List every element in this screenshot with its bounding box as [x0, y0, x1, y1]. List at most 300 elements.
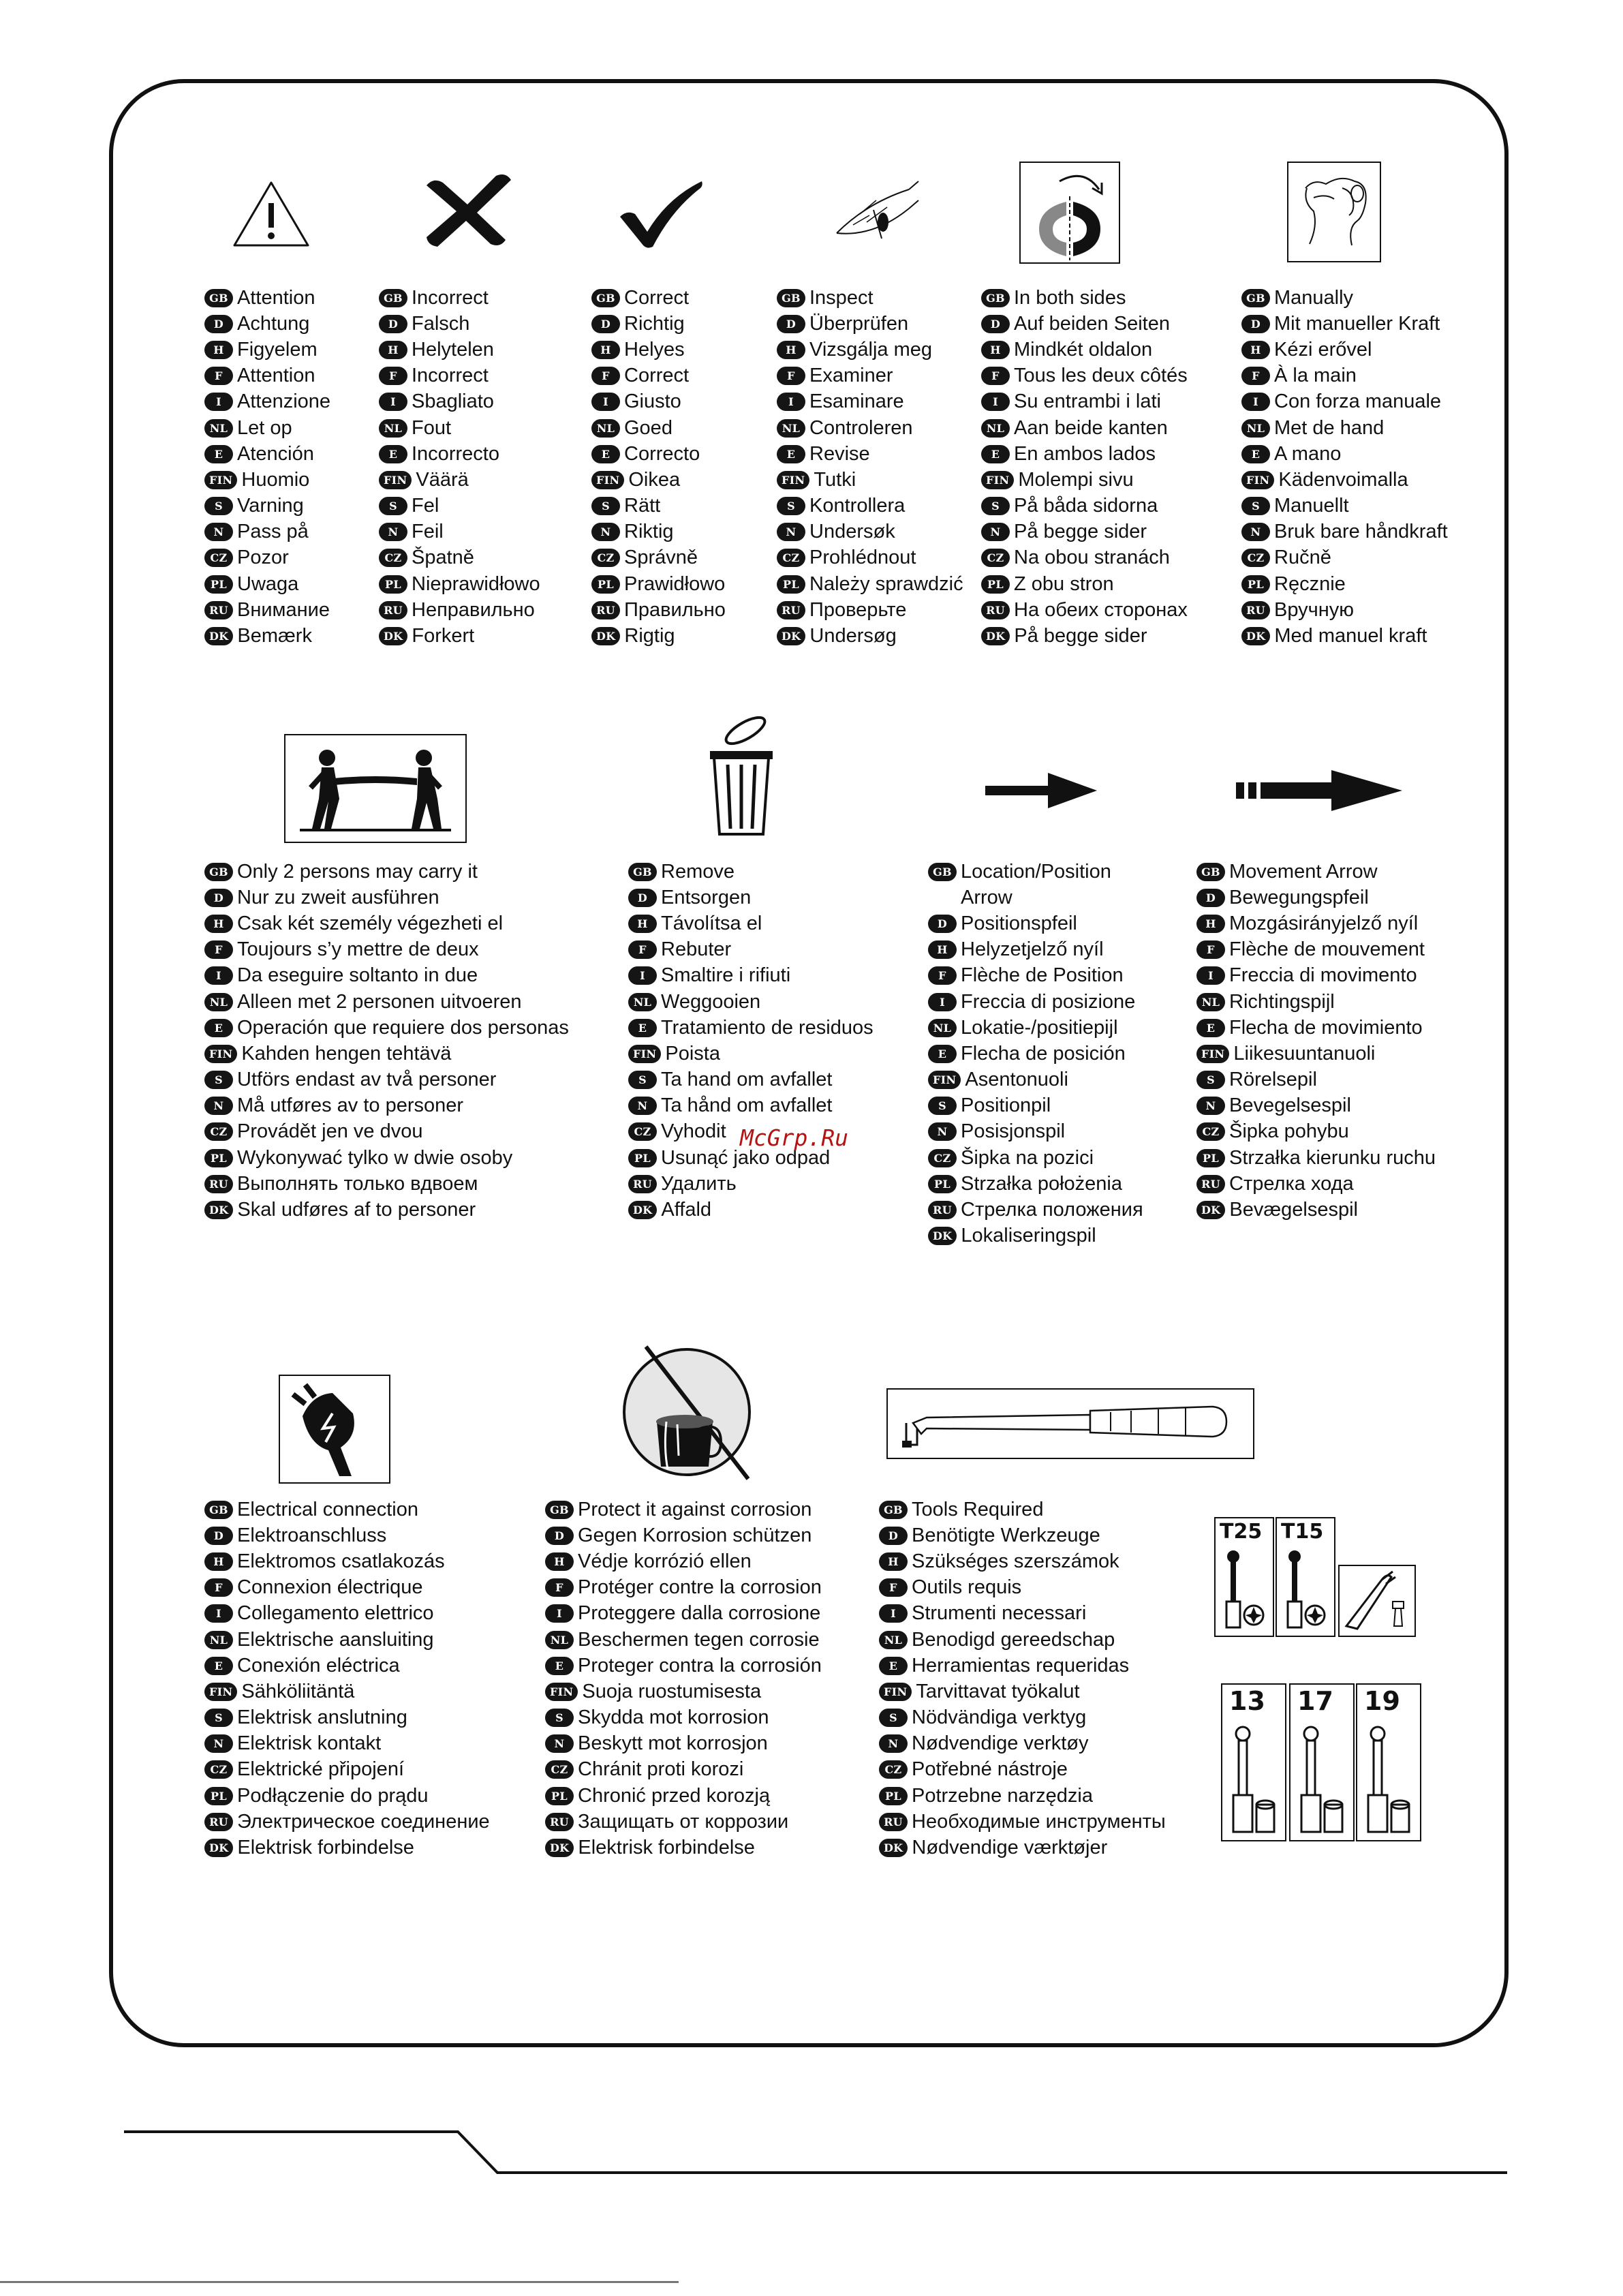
translation-text: Védje korrózió ellen: [578, 1550, 752, 1572]
translation-text: Conexión eléctrica: [237, 1654, 400, 1677]
language-code-badge: DK: [928, 1227, 957, 1245]
translation-row: [777, 441, 963, 467]
translation-text: Undersøk: [809, 521, 895, 543]
translation-row: [204, 1575, 490, 1601]
translation-row: [879, 1679, 1166, 1704]
translation-row: [928, 1041, 1143, 1067]
language-code-badge: I: [204, 393, 233, 411]
translation-row: [981, 571, 1188, 597]
translation-row: [204, 519, 330, 545]
translation-text: Kontrollera: [809, 495, 906, 517]
translation-text: Med manuel kraft: [1274, 625, 1427, 647]
language-code-badge: NL: [628, 993, 657, 1011]
language-code-badge: CZ: [545, 1760, 574, 1779]
translation-text: Undersøg: [809, 625, 897, 647]
eye-inspect-icon: [833, 180, 921, 248]
translation-text: Manuellt: [1274, 495, 1349, 517]
translation-text: Kahden hengen tehtävä: [241, 1042, 452, 1065]
language-code-badge: S: [204, 497, 233, 515]
language-code-badge: I: [379, 393, 407, 411]
translation-text: Bevægelsespil: [1229, 1199, 1358, 1221]
translation-row: [777, 493, 963, 519]
language-code-badge: S: [1196, 1071, 1225, 1089]
translation-row: [204, 415, 330, 441]
translation-row: [981, 519, 1188, 545]
translation-text: Forkert: [412, 625, 475, 647]
translation-row: [777, 415, 963, 441]
language-code-badge: H: [928, 940, 957, 959]
language-code-badge: D: [1196, 889, 1225, 907]
translation-row: [777, 467, 963, 493]
language-code-badge: F: [204, 1578, 233, 1597]
translation-row: [981, 441, 1188, 467]
language-code-badge: E: [928, 1045, 957, 1063]
language-code-badge: GB: [879, 1501, 908, 1519]
language-code-badge: FIN: [1241, 471, 1274, 489]
translation-text: Bewegungspfeil: [1229, 886, 1369, 908]
language-code-badge: I: [981, 393, 1010, 411]
language-code-badge: FIN: [204, 1045, 237, 1063]
language-code-badge: S: [928, 1097, 957, 1115]
language-code-badge: DK: [204, 1201, 233, 1219]
translation-row: [628, 1015, 874, 1041]
translation-text: Távolítsa el: [661, 912, 762, 934]
translation-text: Z obu stron: [1014, 572, 1114, 595]
torx-size-label: T15: [1281, 1520, 1324, 1544]
translation-text: Ta hand om avfallet: [661, 1069, 833, 1091]
translation-text: Kädenvoimalla: [1278, 468, 1408, 491]
translation-text: Необходимые инструменты: [912, 1810, 1166, 1833]
translation-row: [879, 1757, 1166, 1783]
translation-text: Attenzione: [237, 391, 331, 413]
translation-row: [1196, 1197, 1436, 1223]
translation-row: [379, 519, 540, 545]
translation-text: Beschermen tegen corrosie: [578, 1628, 820, 1651]
translation-text: På båda sidorna: [1014, 495, 1158, 517]
paint-corrosion-icon: [619, 1340, 763, 1484]
translation-text: Szükséges szerszámok: [912, 1550, 1119, 1572]
translation-text: Vyhodit: [661, 1120, 726, 1143]
translation-text: Sbagliato: [412, 391, 494, 413]
translation-row: [204, 389, 330, 415]
language-code-badge: DK: [379, 627, 407, 645]
language-code-badge: RU: [928, 1201, 957, 1219]
translation-row: [981, 389, 1188, 415]
language-code-badge: I: [628, 966, 657, 985]
translation-text: Mozgásirányjelző nyíl: [1229, 912, 1419, 934]
language-code-badge: I: [1196, 966, 1225, 985]
language-code-badge: FIN: [879, 1683, 912, 1701]
translation-text: Riktig: [624, 521, 674, 543]
translation-row: [204, 1041, 569, 1067]
translation-text: Flèche de mouvement: [1229, 938, 1425, 961]
translation-row: [379, 467, 540, 493]
language-code-badge: E: [204, 1657, 233, 1675]
language-code-badge: N: [981, 523, 1010, 541]
translation-row: [545, 1601, 822, 1627]
translation-row: [1196, 885, 1436, 910]
translation-row: [628, 885, 874, 910]
translation-text: Posisjonspil: [961, 1120, 1066, 1143]
language-code-badge: NL: [545, 1631, 574, 1649]
translation-row: [591, 623, 726, 649]
translation-row: [379, 389, 540, 415]
language-code-badge: D: [879, 1527, 908, 1545]
translation-row: [628, 1197, 874, 1223]
translation-text: Richtingspijl: [1229, 990, 1335, 1013]
scan-edge-line: [0, 2281, 679, 2283]
translation-text: Incorrect: [412, 286, 489, 309]
language-code-badge: F: [777, 367, 805, 385]
translation-row: [981, 415, 1188, 441]
checkmark-icon: [617, 179, 706, 249]
translation-text: Correcto: [624, 442, 700, 465]
translation-text: Wykonywać tylko w dwie osoby: [237, 1146, 513, 1169]
language-code-badge: S: [879, 1709, 908, 1727]
translation-list: [1196, 859, 1436, 1223]
language-code-badge: S: [545, 1709, 574, 1727]
translation-text: Protéger contre la corrosion: [578, 1576, 822, 1599]
language-code-badge: N: [777, 523, 805, 541]
translation-row: [628, 963, 874, 989]
translation-text: Nødvendige verktøy: [912, 1732, 1089, 1755]
translation-text: Molempi sivu: [1018, 468, 1134, 491]
language-code-badge: I: [928, 993, 957, 1011]
translation-text: Incorrect: [412, 365, 489, 387]
language-code-badge: F: [628, 940, 657, 959]
translation-row: [628, 859, 874, 885]
translation-row: [204, 910, 569, 936]
translation-text: Feil: [412, 521, 444, 543]
translation-list: [628, 859, 874, 1223]
translation-row: [981, 285, 1188, 311]
language-code-badge: I: [879, 1604, 908, 1623]
translation-row: [545, 1575, 822, 1601]
translation-text: Benötigte Werkzeuge: [912, 1524, 1100, 1546]
language-code-badge: F: [1241, 367, 1270, 385]
language-code-badge: GB: [981, 289, 1010, 307]
language-code-badge: H: [204, 915, 233, 933]
translation-row: [379, 571, 540, 597]
language-code-badge: NL: [204, 993, 233, 1011]
translation-row: [204, 1835, 490, 1861]
translation-text: Proteger contra la corrosión: [578, 1654, 822, 1677]
language-code-badge: NL: [379, 419, 407, 438]
translation-row: [981, 623, 1188, 649]
electrical-plug-icon: [278, 1374, 391, 1484]
translation-text: Helyes: [624, 338, 685, 361]
language-code-badge: FIN: [628, 1045, 661, 1063]
translation-row: [879, 1497, 1166, 1522]
translation-row: [591, 519, 726, 545]
language-code-badge: DK: [777, 627, 805, 645]
language-code-badge: CZ: [981, 549, 1010, 567]
language-code-badge: N: [628, 1097, 657, 1115]
language-code-badge: E: [1196, 1019, 1225, 1037]
translation-text: Chránit proti korozi: [578, 1758, 744, 1781]
translation-row: [1241, 519, 1448, 545]
translation-text: Attention: [237, 286, 315, 309]
translation-text: À la main: [1274, 365, 1357, 387]
translation-row: [204, 1783, 490, 1809]
translation-text: Rörelsepil: [1229, 1069, 1317, 1091]
translation-text: Alleen met 2 personen uitvoeren: [237, 990, 522, 1013]
translation-text: Smaltire i rifiuti: [661, 964, 791, 987]
language-code-badge: CZ: [204, 1760, 233, 1779]
language-code-badge: N: [204, 1097, 233, 1115]
translation-text: Uwaga: [237, 572, 299, 595]
translation-text: Стрелка положения: [961, 1199, 1143, 1221]
translation-text: Oikea: [628, 468, 681, 491]
language-code-badge: S: [204, 1709, 233, 1727]
translation-text: Provádět jen ve dvou: [237, 1120, 423, 1143]
language-code-badge: D: [591, 315, 620, 333]
translation-text: På begge sider: [1014, 521, 1147, 543]
language-code-badge: GB: [545, 1501, 574, 1519]
language-code-badge: I: [204, 1604, 233, 1623]
translation-row: [204, 1627, 490, 1653]
translation-row: [204, 937, 569, 963]
translation-row: [628, 1093, 874, 1119]
torx-bit-icon: [1220, 1547, 1266, 1632]
translation-row: [628, 1171, 874, 1197]
translation-row: [628, 937, 874, 963]
language-code-badge: FIN: [545, 1683, 578, 1701]
translation-text: Fout: [412, 416, 452, 439]
translation-text: Csak két személy végezheti el: [237, 912, 504, 934]
translation-row: [204, 571, 330, 597]
language-code-badge: DK: [1241, 627, 1270, 645]
language-code-badge: DK: [1196, 1201, 1225, 1219]
translation-text: Electrical connection: [237, 1498, 418, 1520]
translation-text: In both sides: [1014, 286, 1126, 309]
translation-row: [204, 963, 569, 989]
translation-text: Rebuter: [661, 938, 732, 961]
translation-text: Ta hånd om avfallet: [661, 1095, 833, 1117]
translation-text: Correct: [624, 365, 690, 387]
language-code-badge: GB: [1196, 863, 1225, 881]
translation-row: [879, 1809, 1166, 1835]
translation-row: [591, 337, 726, 363]
translation-row: [379, 311, 540, 337]
translation-row: [591, 597, 726, 623]
translation-row: [628, 1041, 874, 1067]
translation-row: [1196, 1119, 1436, 1145]
language-code-badge: N: [204, 1734, 233, 1753]
translation-text: Achtung: [237, 312, 310, 335]
translation-row: [1241, 493, 1448, 519]
translation-row: [928, 910, 1143, 936]
socket-wrench-icon: [1361, 1720, 1413, 1836]
language-code-badge: CZ: [777, 549, 805, 567]
translation-row: [928, 989, 1143, 1015]
translation-row: [879, 1835, 1166, 1861]
translation-row: [879, 1522, 1166, 1548]
language-code-badge: I: [591, 393, 620, 411]
language-code-badge: RU: [879, 1813, 908, 1831]
language-code-badge: E: [1241, 445, 1270, 463]
translation-text: Strumenti necessari: [912, 1602, 1087, 1625]
language-code-badge: H: [204, 341, 233, 359]
translation-row: [928, 859, 1143, 885]
translation-row: [1241, 389, 1448, 415]
translation-row: [204, 1601, 490, 1627]
translation-row: [204, 1197, 569, 1223]
translation-text: Podłączenie do prądu: [237, 1784, 429, 1807]
translation-row: [591, 363, 726, 389]
language-code-badge: RU: [379, 601, 407, 619]
translation-row: [204, 1015, 569, 1041]
translation-row: [1196, 910, 1436, 936]
translation-text: Na obou stranách: [1014, 547, 1170, 569]
language-code-badge: NL: [1196, 993, 1225, 1011]
translation-text: Nieprawidłowo: [412, 572, 540, 595]
language-code-badge: D: [204, 315, 233, 333]
translation-text: Let op: [237, 416, 292, 439]
translation-text: Электрическое соединение: [237, 1810, 490, 1833]
translation-text: Неправильно: [412, 598, 535, 621]
wrench-tool-icon: [886, 1388, 1255, 1460]
translation-row: [777, 571, 963, 597]
translation-row: [204, 623, 330, 649]
translation-row: [981, 597, 1188, 623]
translation-text: Elektrisk kontakt: [237, 1732, 382, 1755]
translation-text: Überprüfen: [809, 312, 909, 335]
language-code-badge: FIN: [204, 471, 237, 489]
translation-row: [204, 1145, 569, 1171]
translation-text: Su entrambi i lati: [1014, 391, 1161, 413]
language-code-badge: N: [591, 523, 620, 541]
translation-row: [879, 1575, 1166, 1601]
translation-text: Ręcznie: [1274, 572, 1346, 595]
translation-text: Movement Arrow: [1229, 860, 1378, 883]
language-code-badge: I: [777, 393, 805, 411]
translation-row: [379, 285, 540, 311]
translation-text: Lokaliseringspil: [961, 1225, 1096, 1247]
translation-list: [204, 1497, 490, 1861]
translation-row: [379, 545, 540, 571]
translation-row: [628, 989, 874, 1015]
translation-text: Herramientas requeridas: [912, 1654, 1130, 1677]
translation-row: [204, 285, 330, 311]
translation-text: Flecha de posición: [961, 1042, 1126, 1065]
language-code-badge: H: [545, 1552, 574, 1571]
translation-text: Poista: [665, 1042, 720, 1065]
language-code-badge: PL: [204, 1149, 233, 1167]
translation-row: [1241, 467, 1448, 493]
translation-row: [1241, 285, 1448, 311]
language-code-badge: CZ: [204, 1122, 233, 1141]
language-code-badge: F: [204, 367, 233, 385]
language-code-badge: PL: [1241, 575, 1270, 594]
language-code-badge: NL: [1241, 419, 1270, 438]
translation-text: Strzałka położenia: [961, 1172, 1122, 1195]
language-code-badge: CZ: [204, 549, 233, 567]
translation-text: Tutki: [814, 468, 856, 491]
language-code-badge: H: [591, 341, 620, 359]
translation-text: Revise: [809, 442, 870, 465]
translation-text: Da eseguire soltanto in due: [237, 964, 478, 987]
translation-text: På begge sider: [1014, 625, 1147, 647]
language-code-badge: DK: [628, 1201, 657, 1219]
language-code-badge: D: [204, 889, 233, 907]
language-code-badge: FIN: [379, 471, 412, 489]
language-code-badge: NL: [204, 1631, 233, 1649]
language-code-badge: RU: [777, 601, 805, 619]
translation-row: [204, 441, 330, 467]
translation-row: [591, 571, 726, 597]
translation-list: [928, 859, 1143, 1249]
translation-text: Ručně: [1274, 547, 1331, 569]
language-code-badge: S: [379, 497, 407, 515]
language-code-badge: N: [545, 1734, 574, 1753]
translation-row: [379, 415, 540, 441]
translation-row: [777, 597, 963, 623]
language-code-badge: FIN: [777, 471, 809, 489]
translation-list: [591, 285, 726, 649]
translation-row: [545, 1522, 822, 1548]
translation-text: En ambos lados: [1014, 442, 1156, 465]
language-code-badge: F: [1196, 940, 1225, 959]
language-code-badge: GB: [204, 289, 233, 307]
language-code-badge: F: [981, 367, 1010, 385]
language-code-badge: H: [1196, 915, 1225, 933]
translation-row: [204, 859, 569, 885]
translation-text: Elektromos csatlakozás: [237, 1550, 445, 1572]
language-code-badge: D: [204, 1527, 233, 1545]
translation-text: Skal udføres af to personer: [237, 1199, 476, 1221]
translation-row: [1196, 963, 1436, 989]
translation-text: Mindkét oldalon: [1014, 338, 1153, 361]
translation-text: Toujours s’y mettre de deux: [237, 938, 479, 961]
warning-triangle-icon: [230, 179, 312, 249]
language-code-badge: RU: [204, 1175, 233, 1193]
language-code-badge: S: [1241, 497, 1270, 515]
language-code-badge: I: [1241, 393, 1270, 411]
translation-text: Внимание: [237, 598, 330, 621]
translation-text: Helytelen: [412, 338, 494, 361]
translation-row: [879, 1731, 1166, 1757]
language-code-badge: FIN: [981, 471, 1014, 489]
translation-row: [1241, 545, 1448, 571]
translation-text: Prohlédnout: [809, 547, 916, 569]
translation-row: [379, 623, 540, 649]
language-code-badge: E: [628, 1019, 657, 1037]
translation-row: [1196, 1171, 1436, 1197]
translation-text: Tous les deux côtés: [1014, 365, 1188, 387]
translation-list: [204, 285, 330, 649]
translation-row: [928, 1093, 1143, 1119]
language-code-badge: NL: [204, 419, 233, 438]
language-code-badge: RU: [204, 1813, 233, 1831]
location-arrow-icon: [985, 770, 1097, 811]
translation-row: [545, 1757, 822, 1783]
language-code-badge: RU: [1241, 601, 1270, 619]
movement-arrow-icon: [1236, 769, 1402, 812]
translation-row: [204, 1653, 490, 1679]
translation-row: [204, 1731, 490, 1757]
translation-row: [379, 337, 540, 363]
translation-text: Vizsgálja meg: [809, 338, 933, 361]
language-code-badge: DK: [981, 627, 1010, 645]
translation-row: [204, 337, 330, 363]
language-code-badge: GB: [628, 863, 657, 881]
translation-row: [928, 885, 1143, 910]
translation-text: Utförs endast av två personer: [237, 1069, 497, 1091]
language-code-badge: PL: [928, 1175, 957, 1193]
translation-row: [879, 1548, 1166, 1574]
translation-text: Elektrische aansluiting: [237, 1628, 434, 1651]
